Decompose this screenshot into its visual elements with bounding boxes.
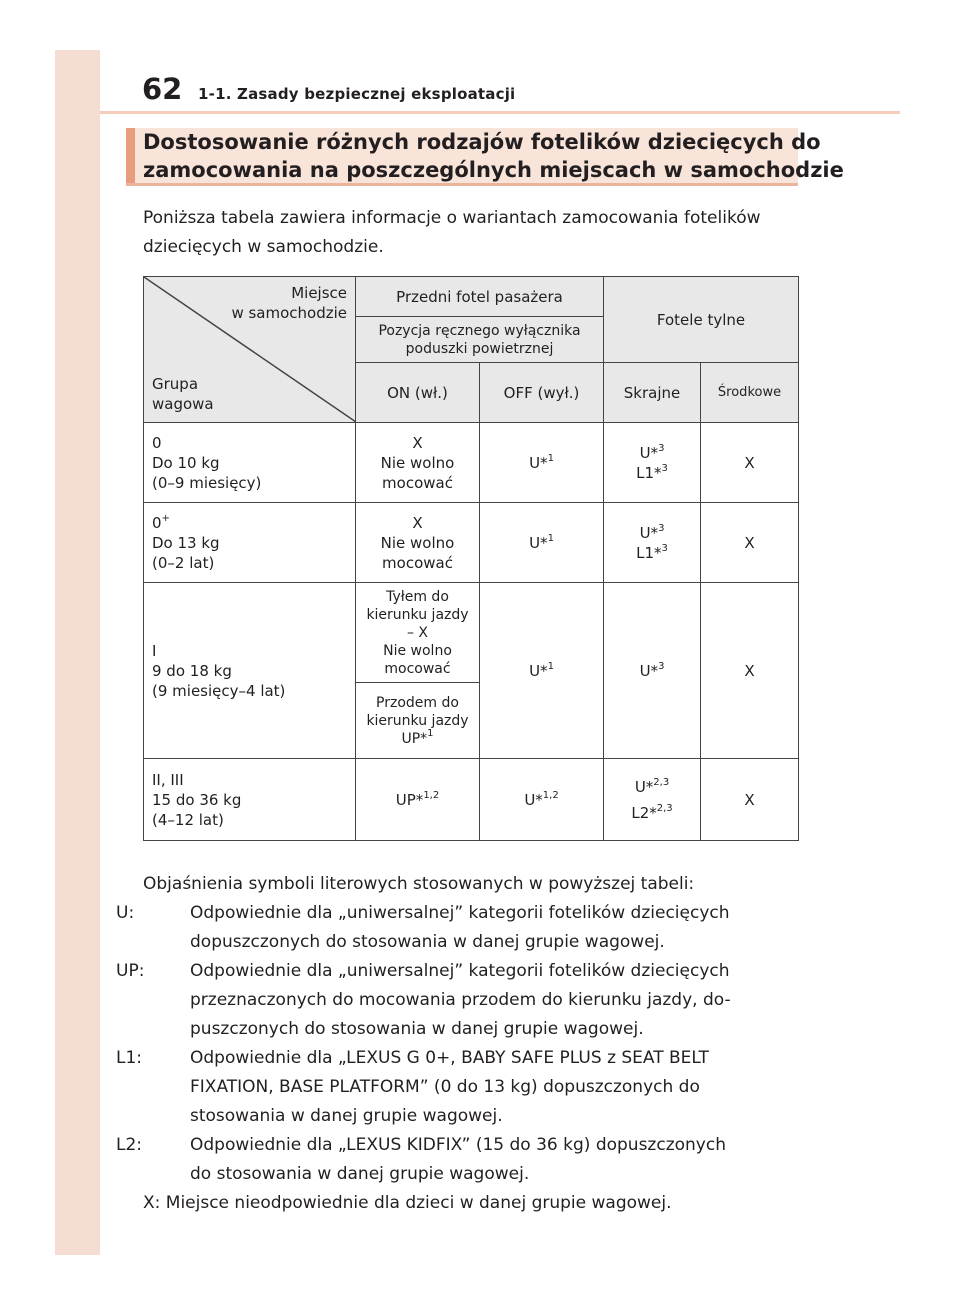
legend-heading: Objaśnienia symboli literowych stosowanych w powyższej tabeli: xyxy=(143,874,695,894)
table-row xyxy=(144,423,799,503)
on-cell: UP*$^{1,2}$ xyxy=(356,759,480,841)
group-cell: 0+ Do 13 kg (0–2 lat) xyxy=(144,503,356,583)
intro-line: Poniższa tabela zawiera informacje o wariantach zamocowania fotelików xyxy=(143,208,761,228)
table-row xyxy=(144,583,799,683)
legend-item-l2: L2: Odpowiednie dla „LEXUS KIDFIX” (15 do 36 kg) dopuszczonych do stosowania w danej grupie wagowej. xyxy=(116,1135,726,1184)
page-number: 62 xyxy=(142,72,183,106)
group-cell: II, III 15 do 36 kg (4–12 lat) xyxy=(144,759,356,841)
group-cell: I 9 do 18 kg (9 miesięcy–4 lat) xyxy=(144,583,356,759)
chapter-title: 1-1. Zasady bezpiecznej eksploatacji xyxy=(198,85,516,103)
off-cell: U*$^1$ xyxy=(480,423,604,503)
off-cell: U*$^1$ xyxy=(480,583,604,759)
column-header-on: ON (wł.) xyxy=(356,363,480,423)
airbag-switch-header: Pozycja ręcznego wyłącznika poduszki powietrznej xyxy=(356,317,604,363)
table-row xyxy=(144,503,799,583)
section-heading-accent xyxy=(126,128,135,185)
front-seat-header: Przedni fotel pasażera xyxy=(356,277,604,317)
center-cell: X xyxy=(701,759,799,841)
legend-item-up: UP: Odpowiednie dla „uniwersalnej” kategorii fotelików dziecięcych przeznaczonych do mocowania przodem do kierunku jazdy, do- puszczonych do stosowania w danej grupie wagowej. xyxy=(116,961,731,1039)
column-header-center: Środkowe xyxy=(701,363,799,423)
symbol-legend xyxy=(116,870,798,1218)
group-cell: 0 Do 10 kg (0–9 miesięcy) xyxy=(144,423,356,503)
column-header-outer: Skrajne xyxy=(604,363,701,423)
center-cell: X xyxy=(701,503,799,583)
on-cell-forward: Przodem do kierunku jazdy UP*$^1$ xyxy=(356,683,480,759)
on-cell: X Nie wolno mocować xyxy=(356,423,480,503)
rear-seats-header: Fotele tylne xyxy=(604,277,799,363)
center-cell: X xyxy=(701,423,799,503)
outer-cell: U*$^{2,3}$ L2*$^{2,3}$ xyxy=(604,759,701,841)
intro-paragraph xyxy=(143,204,798,262)
corner-group-label: Grupa wagowa xyxy=(152,375,214,413)
off-cell: U*$^1$ xyxy=(480,503,604,583)
column-header-off: OFF (wył.) xyxy=(480,363,604,423)
table-row xyxy=(144,759,799,841)
page-side-band xyxy=(55,50,100,1255)
off-cell: U*$^{1,2}$ xyxy=(480,759,604,841)
section-title-line: Dostosowanie różnych rodzajów fotelików dziecięcych do xyxy=(143,130,821,154)
legend-item-u: U: Odpowiednie dla „uniwersalnej” kategorii fotelików dziecięcych dopuszczonych do stosowania w danej grupie wagowej. xyxy=(116,903,730,952)
corner-place-label: Miejsce w samochodzie xyxy=(231,284,347,322)
section-title-line: zamocowania na poszczególnych miejscach w samochodzie xyxy=(143,158,844,182)
on-cell: X Nie wolno mocować xyxy=(356,503,480,583)
outer-cell: U*$^3$ L1*$^3$ xyxy=(604,423,701,503)
center-cell: X xyxy=(701,583,799,759)
section-title xyxy=(143,128,844,184)
legend-item-x: X: Miejsce nieodpowiednie dla dzieci w danej grupie wagowej. xyxy=(143,1193,672,1213)
header-rule xyxy=(100,111,900,114)
outer-cell: U*$^3$ xyxy=(604,583,701,759)
outer-cell: U*$^3$ L1*$^3$ xyxy=(604,503,701,583)
legend-item-l1: L1: Odpowiednie dla „LEXUS G 0+, BABY SAFE PLUS z SEAT BELT FIXATION, BASE PLATFORM” (0 do 13 kg) dopuszczonych do stosowania w danej grupie wagowej. xyxy=(116,1048,709,1126)
on-cell-rearward: Tyłem do kierunku jazdy – X Nie wolno mocować xyxy=(356,583,480,683)
table-corner-cell xyxy=(144,277,356,423)
child-seat-table xyxy=(143,276,799,841)
intro-line: dziecięcych w samochodzie. xyxy=(143,237,384,257)
